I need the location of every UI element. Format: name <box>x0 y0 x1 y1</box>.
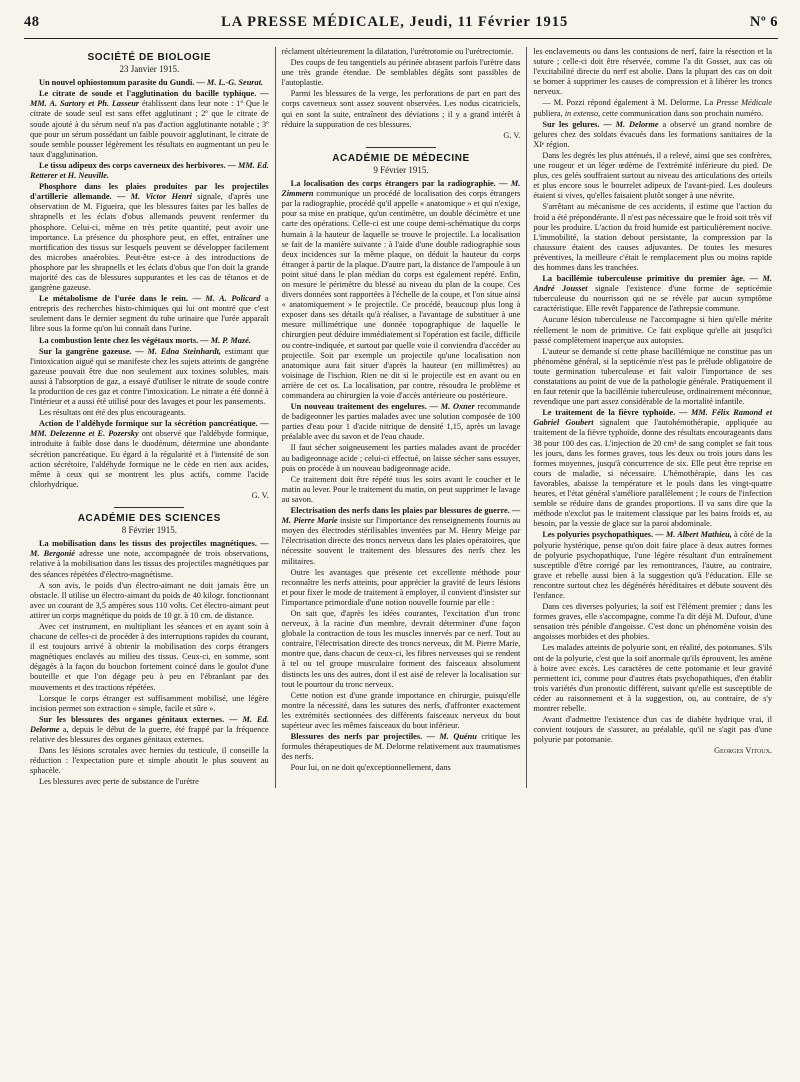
paragraph: Aucune lésion tuberculeuse ne l'accompagne si bien qu'elle mérite réellement le nom de primitive. Ce fait explique qu'elle ait jusqu'ici passé complètement inaperçue aux autopsies. <box>533 315 773 345</box>
paragraph: les enclavements ou dans les contusions de nerf, faire la résection et la suture ; celle-ci doit être réservée, comme l'a dit Gosset, aux cas où l'excitabilité directe du nerf est abolie. Dans la plupart des cas on doit se borner à supprimer les causes de compression et à libérer les troncs nerveux. <box>533 47 773 97</box>
article-authors: M. L.-G. Seurat. <box>206 78 264 88</box>
paragraph: Des coups de feu tangentiels au périnée abrasent parfois l'urètre dans une très grande étendue. De semblables dégâts sont passibles de l'autoplastie. <box>281 58 521 88</box>
article <box>30 419 269 490</box>
text-run-italic: in extenso <box>564 108 599 118</box>
article-text: communique un procédé de localisation des corps étrangers par la radiographie, procédé qu'il appelle « anatomique » et qui n'exige, pour sa mise en pratique, qu'un centimètre, un double décimètre et une carte des opérations. Celle-ci est une coupe demi-schématique du corps humain à la hauteur de laquelle se trouve le projectile. La localisation se fait de la manière suivante : à l'aide d'une double radiographie sous deux incidences sur la même plaque, on déduit la hauteur du corps étranger à partir de la plaque. D'autre part, la distance de l'ampoule à un point situé dans le plan médian du corps est également repéré. Enfin, on mesure le périmètre du blessé au niveau du plan de la coupe. Ces divers données sont rapportées à l'échelle de la coupe, et l'on situe ainsi « anatomiquement » le projectile. Ce procédé, beaucoup plus long à exposer dans ses détails qu'à réaliser, a l'avantage de substituer à une mesure millimétrique une donnée topographique de laquelle le chirurgien peut déduire immédiatement si l'opération est facile, difficile ou contre-indiquée, et surtout par quelle voie il conviendra d'accéder au projectile. Soit par exemple un projectile qu'une localisation non anatomique aura fait situer d'après la hauteur (en millimètres) au voisinage de l'ischion. Rien ne dit si le projectile est en avant ou en arrière de cet os. La localisation, par contre, résoudra le problème et commandera au chirurgien la voie d'accès antérieure ou postérieure. <box>281 189 521 400</box>
signature: Georges Vitoux. <box>714 746 773 756</box>
section-date: 8 Février 1915. <box>121 525 177 536</box>
article-text: recommande de badigeonner les parties malades avec une solution composée de 100 parties d'eau pour 1 d'acide nitrique de densité 1,15, après un lavage préalable avec du savon et de l'eau chaude. <box>281 402 521 442</box>
paragraph: Outre les avantages que présente cet excellente méthode pour reconnaître les nerfs atteints, pour apprécier la gravité de leurs lésions et pour fixer le mode de traitement à employer, il convient d'insister sur l'importance primordiale d'une notion nouvelle fournie par elle : <box>281 567 521 607</box>
paragraph: Il faut sécher soigneusement les parties malades avant de procéder au badigeonnage acide ; celui-ci effectué, on laisse sécher sans essuyer, puis on procède à un nouveau badigeonnage acide. <box>281 443 521 473</box>
paragraph: Dans les degrés les plus atténués, il a relevé, ainsi que ses confrères, une rougeur et un léger œdème de l'extrémité inférieure du pied. De plus, ces gelés souffraient surtout au niveau des articulations des orteils et plus encore sous le bourrelet adipeux de l'avant-pied. Les douleurs étaient si vives, qu'elles faisaient plutôt songer à une névrite. <box>533 150 773 201</box>
paragraph: Ce traitement doit être répété tous les soirs avant le coucher et le matin au lever. Pour le traitement du matin, on peut supprimer le lavage au savon. <box>281 474 521 504</box>
article-title: Les polyuries psychopathiques. — <box>542 530 664 540</box>
article <box>533 274 772 314</box>
article <box>30 161 269 181</box>
article <box>30 715 269 745</box>
article-title: La mobilisation dans les tissus des projectiles magnétiques. — <box>39 539 269 549</box>
paragraph: Cette notion est d'une grande importance en chirurgie, puisqu'elle montre la nécessité, dans les sutures des nerfs, d'affronter exactement les extrémités sectionnées des différents faisceaux nerveux du bout supérieur avec les mêmes faisceaux du bout inférieur. <box>281 690 521 730</box>
article <box>282 402 521 442</box>
article-text: signale, d'après une observation de M. Figueira, que les blessures faites par les balles de shrapnells et les éclats d'obus allemands peuvent renfermer du phosphore. Celui-ci, même en très petite quantité, peut avoir une importance. La présence du phosphore peut, en effet, entraîner une mortification des tissus sur lesquels peuvent se développer facilement des microbes anaérobies. Peut-être est-ce à des introductions de phosphore par les shrapnells et les éclats d'obus que l'on doit la grande majorité des cas de blessures suppurantes et les cas de tétanos et de gangrène gazeuse. <box>30 192 269 293</box>
article-title: La localisation des corps étrangers par la radiographie. — <box>290 179 508 189</box>
journal-title: LA PRESSE MÉDICALE, Jeudi, 11 Février 1915 <box>221 14 569 30</box>
article-authors: M. Ed. Delorme <box>30 714 269 734</box>
article-authors: M. Pierre Marie <box>281 516 338 526</box>
column-3 <box>526 47 778 788</box>
article-text: a observé un grand nombre de gelures chez des soldats évacués dans les formations sanitaires de la XIᵉ région. <box>533 119 773 149</box>
article-text: signale l'existence d'une forme de septicémie tuberculeuse du nourrisson qui ne se révèle par aucun symptôme caractéristique. Elle revêt l'apparence de l'athrepsie commune. <box>533 284 773 314</box>
paragraph: Avant d'admettre l'existence d'un cas de diabète hydrique vrai, il convient toujours de s'assurer, au préalable, qu'il ne s'agit pas d'une polyurie par potomanie. <box>533 715 773 745</box>
section-divider <box>366 147 436 148</box>
paragraph: Dans les lésions scrotales avec hernies du testicule, il conseille la réduction : l'expectation pure et simple aboutit le plus souvent au sphacèle. <box>30 746 269 776</box>
section-date: 9 Février 1915. <box>373 164 429 175</box>
article-title: Phosphore dans les plaies produites par les projectiles d'artillerie allemande. — <box>30 182 269 202</box>
article-authors: M. Edna Steinhardt, <box>147 346 221 356</box>
issue-number: Nº 6 <box>749 14 778 30</box>
paragraph: A son avis, le poids d'un électro-aimant ne doit jamais être un obstacle. Il utilise un électro-aimant du poids de 40 kilogr. fonctionnant avec un courant de 3,5 ampères sous 110 volts. Cet électro-aimant peut attirer un corps magnétique du poids de 10 gr. à 10 cm. de distance. <box>30 580 269 620</box>
article-text: à côté de la polyurie hystérique, pense qu'on doit faire place à deux autres formes de polyurie psychopathique, l'une légère résultant d'un entraînement susceptible d'être corrigé par les remontrances, l'autre, au contraire, grave et rebelle aussi bien à la suggestion qu'à l'éducation. Elle se rencontre surtout chez les dégénérés héréditaires et débute souvent dès l'enfance. <box>533 530 773 600</box>
article-text: critique les formules thérapeutiques de M. Delorme relativement aux traumatismes des nerfs. <box>281 732 521 762</box>
article-authors: M. A. Policard <box>205 294 261 304</box>
article-authors: MM. Delezenne et E. Pozersky <box>30 429 139 439</box>
article <box>30 347 269 408</box>
article-title: Electrisation des nerfs dans les plaies par blessures de guerre. — <box>290 506 521 516</box>
section-title: ACADÉMIE DE MÉDECINE <box>332 152 470 164</box>
section-divider <box>114 507 184 508</box>
article-title: Sur la gangrène gazeuse. — <box>39 346 144 356</box>
article <box>533 120 772 150</box>
text-run: , cette communication dans son prochain numéro. <box>598 108 764 118</box>
paragraph: Pour lui, on ne doit qu'exceptionnellement, dans <box>290 763 451 773</box>
paragraph: Les résultats ont été des plus encourageants. <box>39 408 186 418</box>
article-authors: M. Zimmern <box>281 179 521 199</box>
article <box>282 732 521 762</box>
paragraph: Les malades atteints de polyurie sont, en réalité, des potomanes. S'ils ont de la polyurie, c'est que la soif anormale qu'ils éprouvent, les amène à boire avec excès. Les caractères de cette potomanie et leur gravité permettent ici, comme pour d'autres états psychopathiques, d'en établir trois variétés d'un pronostic différent, suivant qu'elle est susceptible de céder au raisonnement et à la suggestion, ou, au contraire, de s'y montrer rebelle. <box>533 643 773 713</box>
article-title: Sur les blessures des organes génitaux externes. — <box>39 714 238 724</box>
paragraph: Parmi les blessures de la verge, les perforations de part en part des corps caverneux sont assez souvent observées. Les nodus cicatriciels, qui en sont la suite, entraînent des déviations ; il y a grand intérêt à réduire la suppuration de ces blessures. <box>281 89 521 129</box>
article <box>30 294 269 334</box>
article-authors: MM. Ed. Retterer et H. Neuville. <box>30 160 269 181</box>
article-authors: M. Quénu <box>439 732 477 742</box>
article-text: ont observé que l'aldéhyde formique, introduite à faible dose dans le duodénum, détermine une abondante sécrétion pancréatique. Eu égard à la régularité et à l'intensité de son action sécrétoire, l'aldéhyde formique ne le cède en rien aux acides, même à ceux qui se montrent les plus actifs, comme l'acide chlorhydrique. <box>30 429 269 489</box>
paragraph: S'arrêtant au mécanisme de ces accidents, il estime que l'action du froid a été prépondérante. Il n'est pas nécessaire que le froid soit très vif pour les produire. L'action du froid humide est particulièrement nocive. L'immobilité, la station debout persistante, la compression par la chaussure étaient des causes adjuvantes. De toutes les mesures préventives, la meilleure c'était le remplacement plus ou moins rapide des hommes dans les tranchées. <box>533 202 773 272</box>
article-text: insiste sur l'importance des renseignements fournis au moyen des électrodes stérilisables inventées par M. Henry Meige par l'électrisation directe des troncs nerveux dans les plaies opératoires, que nécessite souvent le traitement des blessures des nerfs chez les militaires. <box>281 516 521 566</box>
text-run: publiera, <box>533 108 563 118</box>
article-title: Le traitement de la fièvre typhoïde. — <box>542 408 688 418</box>
article-authors: MM. Félix Ramond et Gabriel Goubert <box>533 408 773 428</box>
page-header <box>24 14 778 34</box>
paragraph: Dans ces diverses polyuries, la soif est l'élément premier ; dans les formes graves, elle s'accompagne, comme l'a dit déjà M. Dufour, d'une sensation très pénible d'angoisse. C'est donc un phénomène voisin des angoisses morbides et des phobies. <box>533 602 773 642</box>
header-rule <box>24 38 778 39</box>
article-authors: M. Albert Mathieu, <box>665 530 732 540</box>
paragraph: L'auteur se demande si cette phase bacillémique ne constitue pas un phénomène général, si la septicémie n'est pas le prélude obligatoire de toute germination tuberculeuse et fait valoir l'importance de ses constatations au point de vue de la pathologie générale. Pratiquement il en faut retenir que la bacillémie tuberculeuse, ordinairement méconnue, revendique une part assez considérable de la mortalité infantile. <box>533 346 773 407</box>
article-text: adresse une note, accompagnée de trois observations, relative à la mobilisation dans les tissus des projectiles magnétiques par des séances répétées d'électro-magnétisme. <box>30 549 269 579</box>
section-date: 23 Janvier 1915. <box>119 64 180 75</box>
article-title: La combustion lente chez les végétaux morts. — <box>39 335 209 345</box>
article-title: Action de l'aldéhyde formique sur la sécrétion pancréatique. — <box>39 419 269 429</box>
article-title: Un nouvel ophiostomum parasite du Gundi. — <box>39 78 205 88</box>
article <box>30 89 269 160</box>
article-text: signalent que l'autohémothérapie, appliquée au traitement de la fièvre typhoïde, donne des résultats encourageants dans 38 pour 100 des cas. L'injection de 20 cm³ de sang complet se fait tous les jours, dans les formes graves, tous les deux ou trois jours dans les formes moyennes, jusqu'à concurrence de six. Elle peut être reprise en cours de maladie, si nécessaire. L'hémothérapie, dans les cas favorables, abaisse la température et le pouls dans les vingt-quatre heures, et l'état général s'améliore parallèlement ; le cours de l'infection semble se réduire dans de grandes proportions. Il va sans dire que la méthode n'exclut pas le traitement classique par les bains froids et, au besoin, par la vessie de glace sur la paroi abdominale. <box>533 418 773 529</box>
signature: G. V. <box>503 130 521 140</box>
article-title: Le tissu adipeux des corps caverneux des herbivores. — <box>39 160 236 170</box>
paragraph: Lorsque le corps étranger est suffisamment mobilisé, une légère incision permet son extraction « simple, facile et sûre ». <box>30 693 269 713</box>
article-authors: MM. A. Sartory et Ph. Lasseur <box>30 99 140 109</box>
article <box>282 506 521 567</box>
article <box>282 179 521 401</box>
paragraph: Les blessures avec perte de substance de l'urètre <box>39 777 199 787</box>
paragraph: Avec cet instrument, en multipliant les séances et en ayant soin à chacune de celles-ci de procéder à des interruptions rapides du courant, il est toujours arrivé à obtenir la mobilisation des corps étrangers magnétiques enclavés au milieu des tissus. Ceux-ci, en somme, sont dégagés à la façon du bouchon fortement coincé dans le goulot d'une bouteille et que l'on dégage peu à peu en l'ébranlant par des mouvements et des tractions répétées. <box>30 621 269 692</box>
page-number: 48 <box>24 14 40 30</box>
article-text: a, depuis le début de la guerre, été frappé par la fréquence relative des blessures des organes génitaux externes. <box>30 724 269 744</box>
article-authors: M. André Jousset <box>533 274 772 294</box>
paragraph: On sait que, d'après les idées courantes, l'excitation d'un tronc nerveux, à la racine d'un membre, devrait déterminer d'une façon globale la contraction de tous les muscles innervés par ce nerf. Tout au contraire, l'électrisation directe des troncs nerveux, dit M. Pierre Marie, montre que, dans chacun de ceux-ci, les fibres nerveuses qui se rendent à tel ou tel groupe musculaire forment des faisceaux absolument distincts les uns des autres, dont il est aisé de relever la localisation sur tout le pourtour du tronc nerveux. <box>281 608 521 689</box>
columns <box>24 47 778 788</box>
article-title: Sur les gelures. — <box>542 119 612 129</box>
article <box>30 182 269 293</box>
paragraph: réclament ultérieurement la dilatation, l'urétrotomie ou l'urétrectomie. <box>281 47 514 56</box>
article-authors: M. Bergonié <box>30 549 75 559</box>
article <box>30 78 269 88</box>
article-text: estimant que l'intoxication aiguë qui se manifeste chez les sujets atteints de gangrène gazeuse pouvait être due non seulement aux toxines solubles, mais aussi à l'absorption de gaz, a essayé d'utiliser le nitrate de soude contre la production de ces gaz et contre l'intoxication. Le nitrate a été donné à l'intérieur et a aussi été utilisé pour des lavages et pour les pansements. <box>30 346 269 407</box>
article-text: établissent dans leur note : 1º Que le citrate de soude seul est sans effet agglutinant ; 2º que le citrate de soude ajouté à du sérum neuf n'a pas d'action agglutinante notable ; 3º que pour un sérum possédant un faible pouvoir agglutinant, le citrate de soude semble pousser légèrement les résultats en augmentant un peu le taux d'agglutination. <box>30 99 269 159</box>
article <box>533 408 772 529</box>
article-title: La bacillémie tuberculeuse primitive du premier âge. — <box>542 274 758 284</box>
article-title: Un nouveau traitement des engelures. — <box>290 402 438 412</box>
article <box>30 539 269 579</box>
article-text: a entrepris des recherches histo-chimiques qui lui ont montré que c'est seulement dans le dernier segment du tube urinaire que l'urée apparaît libre sous la forme qu'on lui connaît dans l'urine. <box>30 294 269 334</box>
article-authors: M. Oxner <box>440 402 475 412</box>
section-title: ACADÉMIE DES SCIENCES <box>77 513 221 525</box>
article-authors: M. Victor Henri <box>130 192 192 202</box>
section-title: SOCIÉTÉ DE BIOLOGIE <box>87 52 212 63</box>
article-authors: M. Delorme <box>615 119 659 129</box>
journal-name: Presse Médicale <box>716 98 773 108</box>
article <box>30 336 269 346</box>
article <box>533 530 772 601</box>
article-title: Le métabolisme de l'urée dans le rein. — <box>39 294 201 304</box>
signature: G. V. <box>251 490 269 500</box>
text-run: — M. Pozzi répond également à M. Delorme. La <box>542 98 714 108</box>
article-title: Le citrate de soude et l'agglutination du bacille typhique. — <box>39 89 269 99</box>
article-title: Blessures des nerfs par projectiles. — <box>290 732 435 742</box>
article-authors: M. P. Mazé. <box>210 335 251 345</box>
column-1 <box>24 47 275 788</box>
paragraph <box>533 98 772 118</box>
column-2 <box>275 47 527 788</box>
